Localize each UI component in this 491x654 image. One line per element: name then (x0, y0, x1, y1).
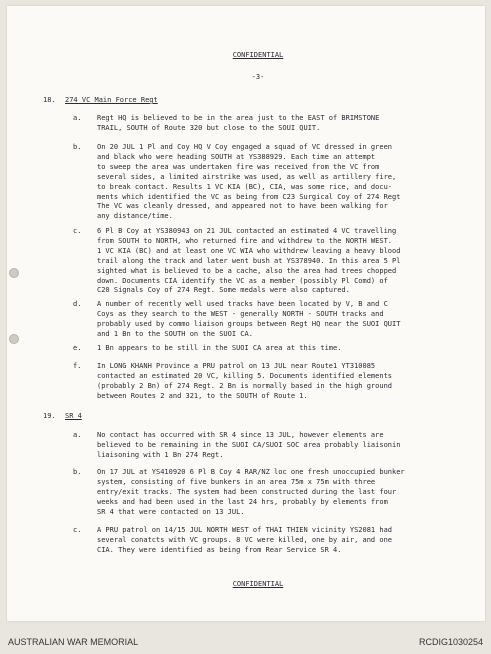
paragraph-text: Regt HQ is believed to be in the area just to the EAST of BRIMSTONE TRAIL, SOUTH of Route 320 but close to the SOUI QUIT. (97, 114, 380, 132)
paragraph-text: 6 Pl B Coy at YS380943 on 21 JUL contacted an estimated 4 VC travelling from SOUTH to NORTH, who returned fire and withdrew to the NORTH WEST. 1 VC KIA (BC) and at least one VC WIA who withdrew leaving a heavy blood trail along the track and later went bush at YS378940. In this area 5 Pl sighted what is believed to be a cache, also the area had trees chopped down. Documents CIA identify the VC as a member (possibly Pl Comd) of C20 Signals Coy of 274 Regt. Some medals were also captured. (97, 227, 401, 295)
paragraph-label: c. (73, 526, 82, 534)
section-heading: 274 VC Main Force Regt (65, 96, 158, 104)
archive-footer (0, 628, 491, 654)
paragraph-text: In LONG KHANH Province a PRU patrol on 13 JUL near Route1 YT310085 contacted an estimated 20 VC, killing 5. Documents identified elements (probably 2 Bn) of 274 Regt. 2 Bn is normally based in the high ground between Routes 2 and 321, to the SOUTH of Route 1. (97, 362, 393, 400)
paragraph-text: 1 Bn appears to be still in the SUOI CA area at this time. (97, 344, 342, 352)
punch-hole (9, 334, 19, 344)
section-heading: SR 4 (65, 412, 82, 420)
classification-footer: CONFIDENTIAL (232, 580, 284, 588)
paragraph-label: c. (73, 227, 82, 235)
document-page (7, 6, 485, 621)
paragraph-label: b. (73, 468, 82, 476)
section-number: 18. (43, 96, 56, 104)
classification-header: CONFIDENTIAL (232, 51, 284, 59)
paragraph-label: e. (73, 344, 82, 352)
paragraph-text: On 17 JUL at YS410920 6 Pl B Coy 4 RAR/NZ loc one fresh unoccupied bunker system, consisting of five bunkers in an area 75m x 75m with three entry/exit tracks. The system had been constructed during the last four weeks and had been used in the last 24 hrs, probably by elements from SR 4 that were contacted on 13 JUL. (97, 468, 405, 516)
paragraph-text: A PRU patrol on 14/15 JUL NORTH WEST of THAI THIEN vicinity YS2081 had several conatcts with VC groups. 8 VC were killed, one by air, and one CIA. They were identified as being from Rear Service SR 4. (97, 526, 393, 554)
paragraph-label: a. (73, 431, 82, 439)
paragraph-text: No contact has occurred with SR 4 since 13 JUL, however elements are believed to be remaining in the SUOI CA/SUOI SOC area probably liaisonin liaisoning with 1 Bn 274 Regt. (97, 431, 401, 459)
punch-hole (9, 268, 19, 278)
page-number: -3- (251, 73, 265, 81)
section-number: 19. (43, 412, 56, 420)
paragraph-label: f. (73, 362, 82, 370)
paragraph-text: A number of recently well used tracks have been located by V, B and C Coys as they search to the WEST - generally NORTH - SOUTH tracks and probably used by commo liaison groups between Regt HQ near the SUOI QUIT and 1 Bn to the SOUTH on the SUOI CA. (97, 300, 401, 338)
paragraph-label: d. (73, 300, 82, 308)
archive-name: AUSTRALIAN WAR MEMORIAL (8, 637, 139, 647)
archive-reference: RCDIG1030254 (418, 637, 483, 647)
paragraph-label: b. (73, 143, 82, 151)
paragraph-text: On 20 JUL 1 Pl and Coy HQ V Coy engaged a squad of VC dressed in green and black who were heading SOUTH at YS388929. Each time an attempt to sweep the area was undertaken fire was received from the VC from several sides, a limited airstrike was used, as well as artillery fire, to break contact. Results 1 VC KIA (BC), CIA, was some rice, and docu- ments which identified the VC as being from C23 Surgical Coy of 274 Regt The VC was cleanly dressed, and appeared not to have been walking for any distance/time. (97, 143, 401, 221)
paragraph-label: a. (73, 114, 82, 122)
